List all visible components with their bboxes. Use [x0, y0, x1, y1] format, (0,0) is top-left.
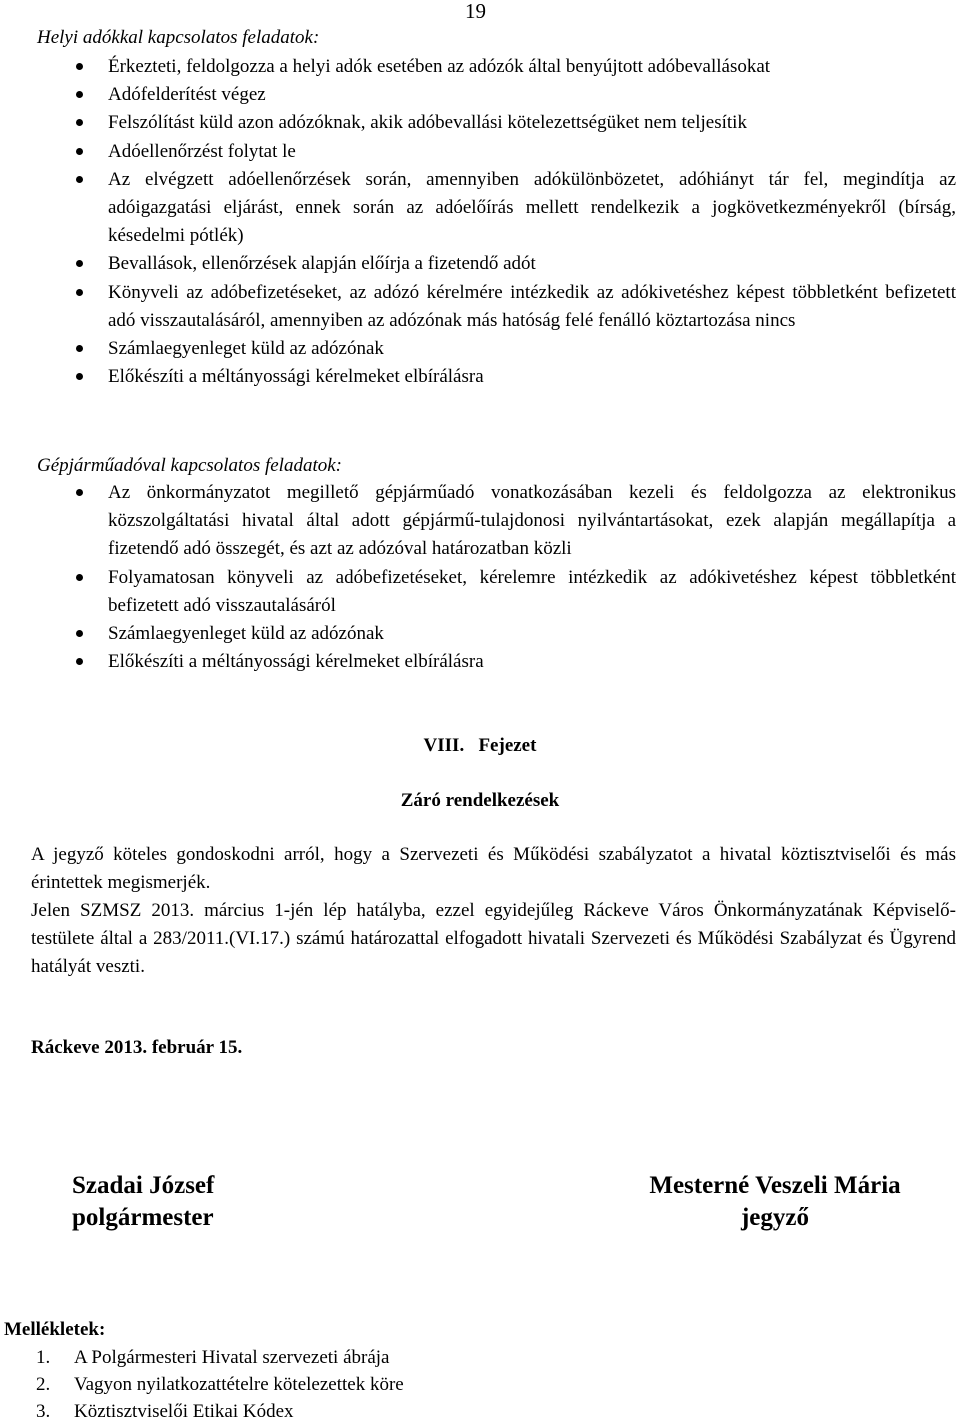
signature-notary — [630, 1170, 920, 1234]
list-item: Számlaegyenleget küld az adózónak — [0, 620, 956, 648]
attachment-title: Vagyon nyilatkozattételre kötelezettek köre — [74, 1374, 404, 1395]
local-taxes-task-list — [0, 53, 956, 391]
list-item: Bevallások, ellenőrzések alapján előírja a fizetendő adót — [0, 250, 956, 278]
list-item: Előkészíti a méltányossági kérelmeket elbírálásra — [0, 363, 956, 391]
list-item: Az elvégzett adóellenőrzések során, amennyiben adókülönbözetet, adóhiányt tár fel, megindítja az adóigazgatási eljárást, ennek során az adóelőírás mellett rendelkezik a jogkövetkezményekről (bírság, késedelmi pótlék) — [0, 166, 956, 251]
chapter-word: Fejezet — [478, 735, 537, 756]
vehicle-tax-task-list — [0, 479, 956, 676]
attachment-number: 3. — [36, 1401, 51, 1422]
attachments-list — [0, 1344, 404, 1425]
list-item: Folyamatosan könyveli az adóbefizetéseket, kérelemre intézkedik az adókivetéshez képest többletként befizetett adó visszautalásáról — [0, 564, 956, 620]
attachment-number: 1. — [36, 1347, 51, 1368]
signature-role: jegyző — [740, 1204, 810, 1231]
section-heading-local-taxes: Helyi adókkal kapcsolatos feladatok: — [37, 27, 320, 48]
chapter-number: VIII. — [423, 735, 465, 756]
list-item: Könyveli az adóbefizetéseket, az adózó kérelmére intézkedik az adókivetéshez képest többletként befizetett adó visszautalásáról, amennyiben az adózónak más hatóság felé fenálló köztartozása nincs — [0, 279, 956, 335]
chapter-title: Záró rendelkezések — [400, 790, 560, 811]
attachment-title: Köztisztviselői Etikai Kódex — [74, 1401, 294, 1422]
signature-name: Szadai József — [72, 1172, 215, 1199]
closing-paragraph-duty: A jegyző köteles gondoskodni arról, hogy a Szervezeti és Működési szabályzatot a hivatal köztisztviselői és más érintettek megismerjék. — [31, 844, 956, 893]
signature-mayor — [72, 1170, 214, 1234]
attachment-title: A Polgármesteri Hivatal szervezeti ábrája — [74, 1347, 390, 1368]
list-item: Számlaegyenleget küld az adózónak — [0, 335, 956, 363]
chapter-heading — [0, 734, 960, 758]
closing-paragraph-effect: Jelen SZMSZ 2013. március 1-jén lép hatályba, ezzel egyidejűleg Ráckeve Város Önkormányzatának Képviselő-testülete által a 283/2011.(VI.17.) számú határozattal elfogadott hivatali Szervezeti és Működési Szabályzat és Ügyrend hatályát veszti. — [31, 900, 956, 977]
date-line: Ráckeve 2013. február 15. — [31, 1037, 243, 1058]
list-item: Adófelderítést végez — [0, 81, 956, 109]
attachments-heading: Mellékletek: — [4, 1319, 106, 1340]
attachment-item — [0, 1398, 404, 1425]
attachment-item — [0, 1371, 404, 1398]
closing-provisions — [31, 841, 956, 981]
signature-role: polgármester — [72, 1204, 214, 1231]
attachment-item — [0, 1344, 404, 1371]
list-item: Az önkormányzatot megillető gépjárműadó vonatkozásában kezeli és feldolgozza az elektronikus közszolgáltatási hivatal által adott gépjármű-tulajdonosi nyilvántartásokat, ezek alapján megállapítja a fizetendő adó összegét, és azt az adózóval határozatban közli — [0, 479, 956, 564]
list-item: Érkezteti, feldolgozza a helyi adók esetében az adózók által benyújtott adóbevallásokat — [0, 53, 956, 81]
attachment-number: 2. — [36, 1374, 51, 1395]
page-number: 19 — [465, 0, 486, 23]
section-heading-vehicle-tax: Gépjárműadóval kapcsolatos feladatok: — [37, 455, 343, 476]
signature-name: Mesterné Veszeli Mária — [649, 1172, 901, 1199]
list-item: Adóellenőrzést folytat le — [0, 138, 956, 166]
list-item: Előkészíti a méltányossági kérelmeket elbírálásra — [0, 648, 956, 676]
list-item: Felszólítást küld azon adózóknak, akik adóbevallási kötelezettségüket nem teljesítik — [0, 109, 956, 137]
